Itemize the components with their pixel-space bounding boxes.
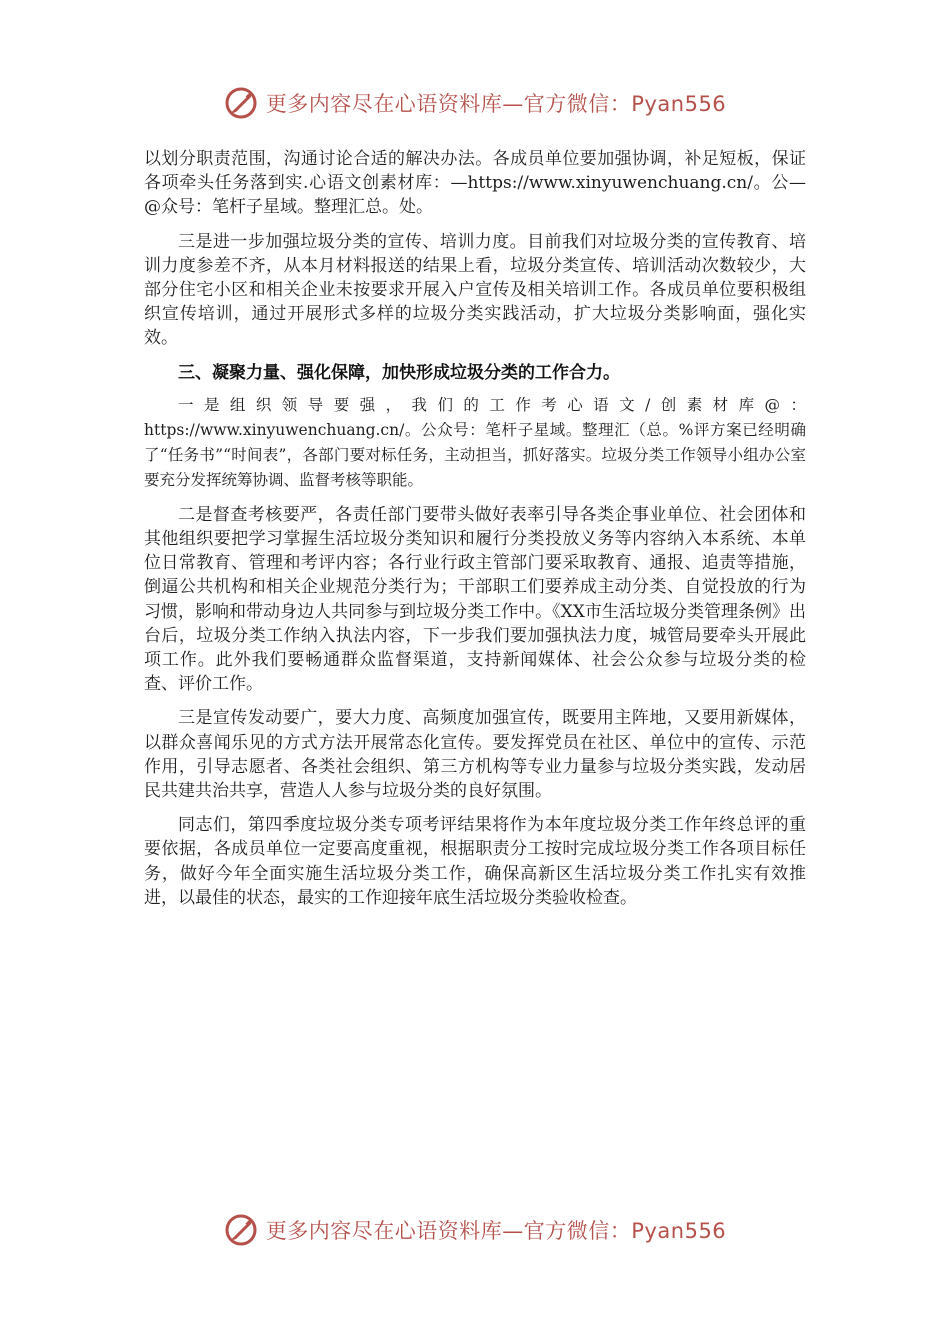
section-heading: 三、凝聚力量、强化保障，加快形成垃圾分类的工作合力。 (178, 362, 620, 383)
paragraph: 一是组织领导要强，我们的工作考心语文/创素材库@：https://www.xinyuwenchuang.cn/。公众号：笔杆子星域。整理汇（总。%评方案已经明确了“任务书”“时间表”，各部门要对标任务，主动担当，抓好落实。垃圾分类工作领导小组办公室要充分发挥统筹协调、监督考核等职能。 (144, 395, 806, 489)
paragraph: 三是宣传发动要广，要大力度、高频度加强宣传，既要用主阵地，又要用新媒体，以群众喜闻乐见的方式方法开展常态化宣传。要发挥党员在社区、单位中的宣传、示范作用，引导志愿者、各类社会组织、第三方机构等专业力量参与垃圾分类实践，发动居民共建共治共享，营造人人参与垃圾分类的良好氛围。 (144, 708, 806, 802)
paragraph: 二是督查考核要严，各责任部门要带头做好表率引导各类企事业单位、社会团体和其他组织要把学习掌握生活垃圾分类知识和履行分类投放义务等内容纳入本系统、本单位日常教育、管理和考评内容；各行业行政主管部门要采取教育、通报、追责等措施，倒逼公共机构和相关企业规范分类行为；干部职工们要养成主动分类、自觉投放的行为习惯，影响和带动身边人共同参与到垃圾分类工作中。《XX市生活垃圾分类管理条例》出台后，垃圾分类工作纳入执法内容，下一步我们要加强执法力度，城管局要牵头开展此项工作。此外我们要畅通群众监督渠道，支持新闻媒体、社会公众参与垃圾分类的检查、评价工作。 (144, 504, 806, 695)
document-body (144, 147, 806, 920)
paragraph: 同志们，第四季度垃圾分类专项考评结果将作为本年度垃圾分类工作年终总评的重要依据，各成员单位一定要高度重视，根据职责分工按时完成垃圾分类工作各项目标任务，做好今年全面实施生活垃圾分类工作，确保高新区生活垃圾分类工作扎实有效推进，以最佳的状态，最实的工作迎接年底生活垃圾分类验收检查。 (144, 815, 806, 908)
footer-banner (0, 1210, 950, 1250)
header-banner (0, 83, 950, 123)
quill-logo-icon (224, 86, 258, 120)
banner-text: 更多内容尽在心语资料库—官方微信：Pyan556 (265, 92, 727, 116)
banner-text: 更多内容尽在心语资料库—官方微信：Pyan556 (265, 1219, 727, 1243)
quill-logo-icon (224, 1213, 258, 1247)
paragraph: 以划分职责范围，沟通讨论合适的解决办法。各成员单位要加强协调，补足短板，保证各项牵头任务落到实.心语文创素材库：—https://www.xinyuwenchuang.cn/。公—@众号：笔杆子星域。整理汇总。处。 (144, 149, 806, 218)
paragraph: 三是进一步加强垃圾分类的宣传、培训力度。目前我们对垃圾分类的宣传教育、培训力度参差不齐，从本月材料报送的结果上看，垃圾分类宣传、培训活动次数较少，大部分住宅小区和相关企业未按要求开展入户宣传及相关培训工作。各成员单位要积极组织宣传培训，通过开展形式多样的垃圾分类实践活动，扩大垃圾分类影响面，强化实效。 (144, 231, 806, 349)
